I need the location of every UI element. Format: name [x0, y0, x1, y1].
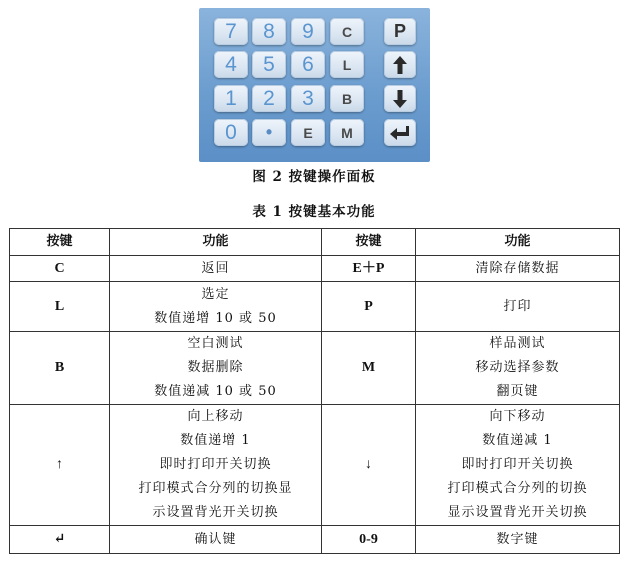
- key-cell: ↑: [10, 405, 110, 526]
- function-line: 返回: [201, 260, 230, 276]
- key-b[interactable]: [330, 85, 364, 112]
- table-row: [10, 282, 620, 332]
- key-label: M: [341, 124, 353, 141]
- key-label: 5: [263, 52, 275, 76]
- key-e[interactable]: [291, 119, 325, 146]
- function-line: 数值递减 1: [482, 433, 553, 448]
- key-p[interactable]: [384, 18, 416, 45]
- function-line: 翻页键: [496, 384, 539, 399]
- table-row: [10, 256, 620, 282]
- figure-caption: 图 2 按键操作面板: [252, 169, 376, 185]
- key-label: •: [265, 122, 273, 142]
- function-cell: [110, 256, 322, 282]
- key-up[interactable]: [384, 51, 416, 78]
- function-line: 打印模式合分列的切换显: [138, 481, 293, 496]
- enter-icon: [389, 124, 411, 142]
- key-cell: P: [322, 282, 416, 332]
- key-cell: B: [10, 332, 110, 405]
- function-cell: [110, 405, 322, 526]
- key-1[interactable]: [214, 85, 248, 112]
- key-l[interactable]: [330, 51, 364, 78]
- table-header-row: [10, 229, 620, 256]
- function-cell: [110, 332, 322, 405]
- key-dot[interactable]: [252, 119, 286, 146]
- function-line: 向上移动: [187, 409, 244, 424]
- key-label: 6: [302, 52, 314, 76]
- key-label: 7: [225, 19, 237, 43]
- function-line: 即时打印开关切换: [159, 457, 272, 472]
- key-cell: M: [322, 332, 416, 405]
- function-cell: [416, 526, 620, 554]
- function-line: 向下移动: [489, 409, 546, 424]
- key-9[interactable]: [291, 18, 325, 45]
- function-line: 数值递增 10 或 50: [154, 310, 277, 326]
- function-cell: [110, 282, 322, 332]
- function-cell: [416, 282, 620, 332]
- function-line: 清除存储数据: [475, 260, 560, 276]
- key-cell: L: [10, 282, 110, 332]
- key-3[interactable]: [291, 85, 325, 112]
- header-function: 功能: [110, 229, 322, 256]
- key-down[interactable]: [384, 85, 416, 112]
- key-0[interactable]: [214, 119, 248, 146]
- key-cell: ↵: [10, 526, 110, 554]
- function-line: 空白测试: [187, 336, 244, 351]
- function-line: 移动选择参数: [475, 360, 560, 375]
- header-key: 按键: [10, 229, 110, 256]
- function-line: 数值递减 10 或 50: [154, 384, 277, 399]
- header-key: 按键: [322, 229, 416, 256]
- key-label: 4: [225, 52, 237, 76]
- key-label: L: [342, 56, 352, 73]
- key-8[interactable]: [252, 18, 286, 45]
- keypad-panel: [199, 8, 430, 162]
- key-label: 0: [225, 120, 237, 144]
- function-line: 样品测试: [489, 336, 546, 351]
- key-5[interactable]: [252, 51, 286, 78]
- arrow-down-icon: [392, 89, 408, 109]
- key-function-table: [9, 228, 620, 554]
- function-cell: [416, 405, 620, 526]
- table-title: 表 1 按键基本功能: [252, 204, 376, 220]
- function-line: 选定: [201, 286, 230, 302]
- key-label: C: [341, 23, 353, 40]
- table-row: [10, 405, 620, 526]
- key-label: 1: [225, 86, 237, 110]
- key-label: 9: [302, 19, 314, 43]
- function-cell: [416, 256, 620, 282]
- key-label: B: [341, 90, 353, 107]
- function-line: 确认键: [194, 531, 237, 547]
- table-row: [10, 332, 620, 405]
- key-cell: E＋P: [322, 256, 416, 282]
- function-cell: [110, 526, 322, 554]
- key-c[interactable]: [330, 18, 364, 45]
- key-cell: C: [10, 256, 110, 282]
- function-line: 打印: [503, 298, 532, 314]
- key-label: 3: [302, 86, 314, 110]
- table-row: [10, 526, 620, 554]
- function-cell: [416, 332, 620, 405]
- function-line: 数值递增 1: [180, 433, 251, 448]
- function-line: 数字键: [496, 531, 539, 547]
- key-cell: 0-9: [322, 526, 416, 554]
- header-function: 功能: [416, 229, 620, 256]
- key-label: 2: [263, 86, 275, 110]
- key-label: E: [303, 124, 313, 141]
- function-line: 显示设置背光开关切换: [447, 505, 588, 520]
- key-2[interactable]: [252, 85, 286, 112]
- key-7[interactable]: [214, 18, 248, 45]
- key-label: 8: [263, 19, 275, 43]
- arrow-up-icon: [392, 55, 408, 75]
- key-4[interactable]: [214, 51, 248, 78]
- key-6[interactable]: [291, 51, 325, 78]
- function-line: 数据删除: [187, 360, 244, 375]
- function-line: 打印模式合分列的切换: [447, 481, 588, 496]
- key-m[interactable]: [330, 119, 364, 146]
- function-line: 示设置背光开关切换: [152, 505, 279, 520]
- key-enter[interactable]: [384, 119, 416, 146]
- key-label: P: [393, 21, 406, 41]
- key-cell: ↓: [322, 405, 416, 526]
- function-line: 即时打印开关切换: [461, 457, 574, 472]
